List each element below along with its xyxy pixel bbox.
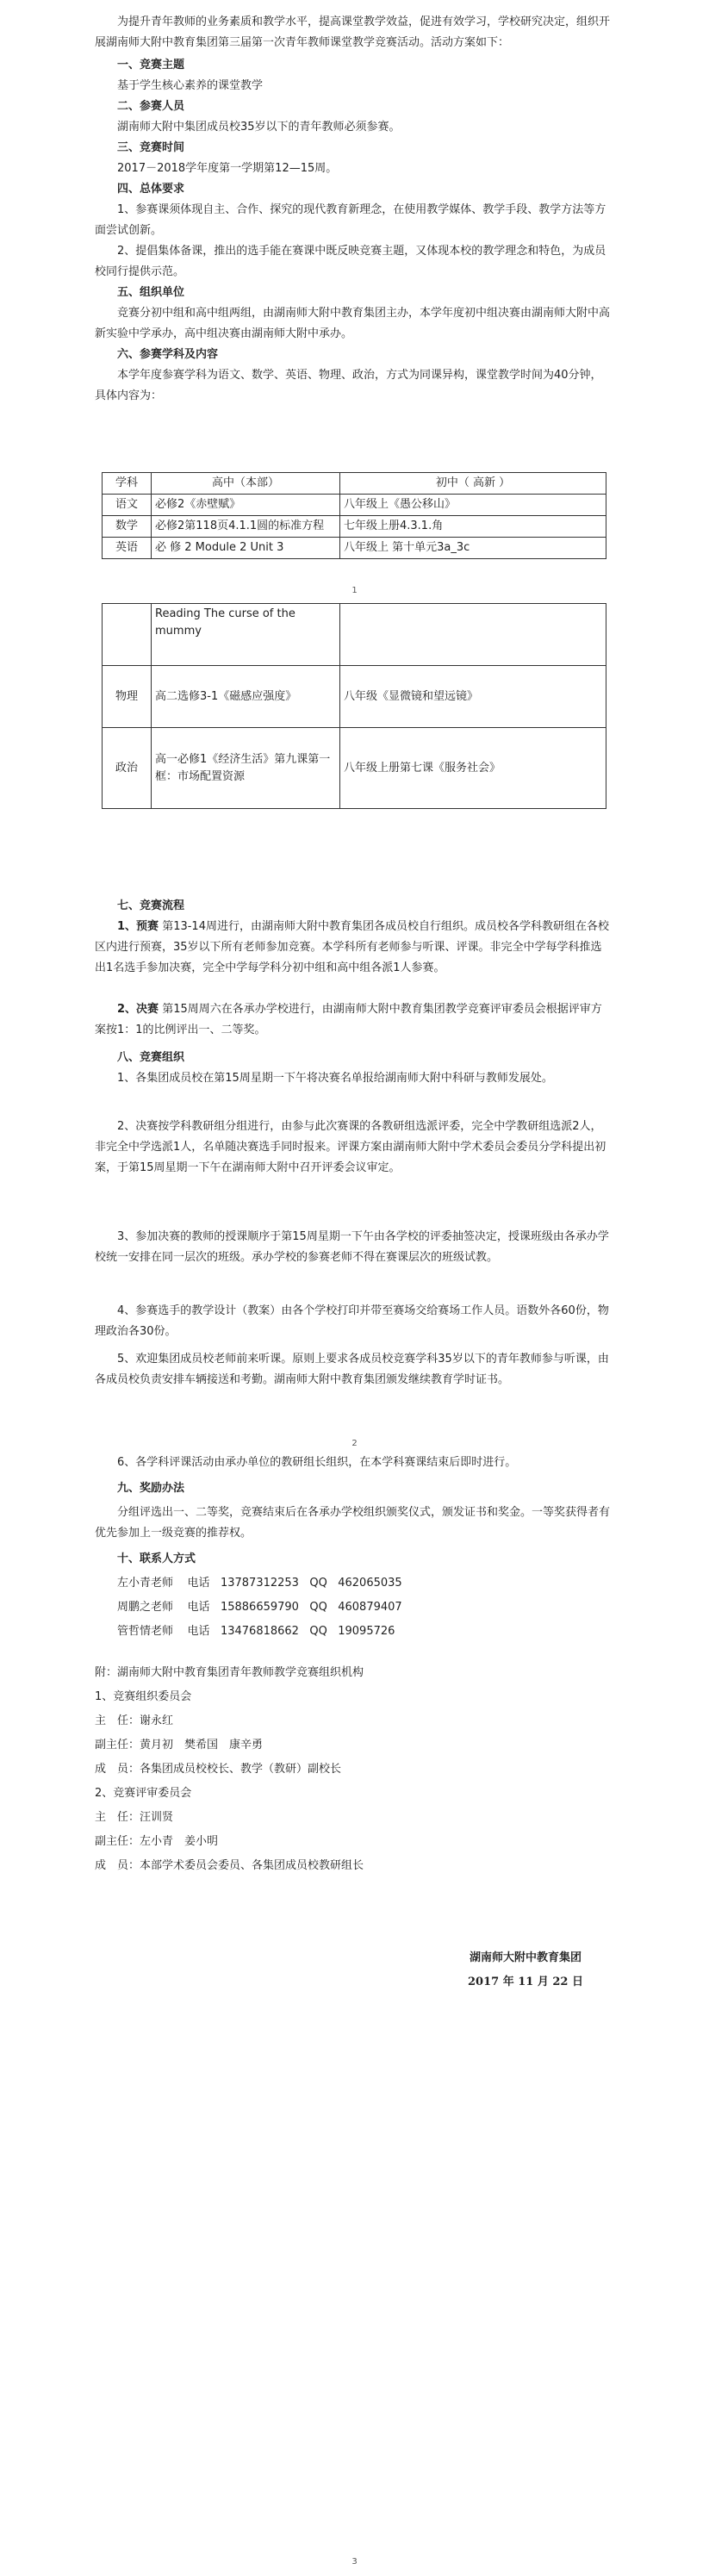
committee-2-line: 主 任：汪训贤	[95, 1811, 174, 1824]
contact-qq-label: QQ	[309, 1625, 327, 1638]
contact-name: 左小青老师	[117, 1577, 174, 1590]
committee-2-line: 成 员：本部学术委员会委员、各集团成员校教研组长	[95, 1859, 364, 1872]
table-cell: 数学	[103, 516, 152, 538]
contact-qq: 19095726	[338, 1625, 395, 1638]
table-cell: 英语	[103, 538, 152, 559]
table-cell: 七年级上册4.3.1.角	[340, 516, 606, 538]
contact-qq: 460879407	[338, 1601, 402, 1614]
section-8-p5: 5、欢迎集团成员校老师前来听课。原则上要求各成员校竞赛学科35岁以下的青年教师参与听课，由各成员校负责安排车辆接送和考勤。湖南师大附中教育集团颁发继续教育学时证书。	[95, 1353, 609, 1386]
section-4-heading: 四、总体要求	[117, 183, 185, 196]
preliminary-label: 1、预赛	[117, 920, 159, 933]
contact-tel-label: 电话	[187, 1625, 210, 1638]
section-8-p2: 2、决赛按学科教研组分组进行，由参与此次赛课的各教研组选派评委，完全中学教研组选派2人，非完全中学选派1人，名单随决赛选手同时报来。评课方案由湖南师大附中学术委员会委员分学科提出初案，于第15周星期一下午在湖南师大附中召开评委会议审定。	[95, 1120, 606, 1174]
table-header-cell: 高中（本部）	[152, 473, 340, 495]
section-8-p6: 6、各学科评课活动由承办单位的教研组长组织，在本学科赛课结束后即时进行。	[117, 1456, 517, 1469]
page-number: 3	[351, 2557, 358, 2567]
table-row	[103, 666, 606, 728]
table-cell	[340, 604, 606, 666]
committee-2-title: 2、竞赛评审委员会	[95, 1787, 192, 1800]
committee-1-line: 主 任：谢永红	[95, 1714, 174, 1727]
final-text: 第15周周六在各承办学校进行，由湖南师大附中教育集团教学竞赛评审委员会根据评审方案按1：1的比例评出一、二等奖。	[95, 1003, 602, 1036]
contact-tel: 15886659790	[220, 1601, 299, 1614]
contact-qq-label: QQ	[309, 1577, 327, 1590]
table-cell: 物理	[103, 666, 152, 728]
subject-table-part2	[102, 603, 606, 809]
table-row	[103, 495, 606, 516]
table-cell: 八年级上 第十单元3a_3c	[340, 538, 606, 559]
section-5-heading: 五、组织单位	[117, 286, 185, 299]
table-row	[103, 604, 606, 666]
preliminary-text: 第13-14周进行，由湖南师大附中教育集团各成员校自行组织。成员校各学科教研组在各校区内进行预赛，35岁以下所有老师参加竞赛。本学科所有老师参与听课、评课。非完全中学每学科推选出1名选手参加决赛，完全中学每学科分初中组和高中组各派1人参赛。	[95, 920, 609, 974]
appendix-title: 附：湖南师大附中教育集团青年教师教学竞赛组织机构	[95, 1666, 364, 1679]
contact-qq-label: QQ	[309, 1601, 327, 1614]
table-header-row	[103, 473, 606, 495]
section-9-heading: 九、奖励办法	[117, 1482, 185, 1495]
committee-2-line: 副主任：左小青 姜小明	[95, 1835, 219, 1848]
table-cell: 八年级上册第七课《服务社会》	[340, 728, 606, 809]
signature-date: 2017 年 11 月 22 日	[468, 1976, 583, 1988]
table-cell: Reading The curse of the mummy	[152, 604, 340, 666]
page-number: 1	[351, 586, 358, 595]
final-label: 2、决赛	[117, 1003, 159, 1016]
section-8-p3: 3、参加决赛的教师的授课顺序于第15周星期一下午由各学校的评委抽签决定，授课班级由各承办学校统一安排在同一层次的班级。承办学校的参赛老师不得在赛课层次的班级试教。	[95, 1230, 609, 1264]
table-cell: 政治	[103, 728, 152, 809]
section-8-p1: 1、各集团成员校在第15周星期一下午将决赛名单报给湖南师大附中科研与教师发展处。	[117, 1072, 553, 1085]
table-cell: 必 修 2 Module 2 Unit 3	[152, 538, 340, 559]
table-cell	[103, 604, 152, 666]
committee-1-line: 成 员：各集团成员校校长、教学（教研）副校长	[95, 1763, 342, 1776]
table-row	[103, 728, 606, 809]
table-cell: 必修2第118页4.1.1圆的标准方程	[152, 516, 340, 538]
table-cell: 必修2《赤壁赋》	[152, 495, 340, 516]
section-5-text: 竞赛分初中组和高中组两组，由湖南师大附中教育集团主办，本学年度初中组决赛由湖南师大附中高新实验中学承办，高中组决赛由湖南师大附中承办。	[95, 307, 611, 340]
table-header-cell: 初中（ 高新 ）	[340, 473, 606, 495]
section-9-text: 分组评选出一、二等奖，竞赛结束后在各承办学校组织颁奖仪式，颁发证书和奖金。一等奖获得者有优先参加上一级竞赛的推荐权。	[95, 1506, 611, 1540]
intro-paragraph: 为提升青年教师的业务素质和教学水平，提高课堂教学效益，促进有效学习，学校研究决定，组织开展湖南师大附中教育集团第三届第一次青年教师课堂教学竞赛活动。活动方案如下：	[95, 16, 611, 49]
subject-table-part1	[102, 472, 606, 559]
section-2-heading: 二、参赛人员	[117, 100, 185, 113]
table-cell: 高二选修3-1《磁感应强度》	[152, 666, 340, 728]
contact-row	[95, 1621, 612, 1642]
contact-name: 管哲情老师	[117, 1625, 174, 1638]
contact-row	[95, 1573, 612, 1594]
contact-tel: 13476818662	[220, 1625, 299, 1638]
page-number: 2	[351, 1439, 358, 1448]
table-cell: 八年级《显微镜和望远镜》	[340, 666, 606, 728]
contact-row	[95, 1597, 612, 1618]
section-8-p4: 4、参赛选手的教学设计（教案）由各个学校打印并带至赛场交给赛场工作人员。语数外各60份，物理政治各30份。	[95, 1304, 609, 1338]
section-2-text: 湖南师大附中集团成员校35岁以下的青年教师必须参赛。	[117, 121, 401, 134]
contact-tel-label: 电话	[187, 1601, 210, 1614]
section-7-heading: 七、竞赛流程	[117, 899, 185, 912]
section-6-heading: 六、参赛学科及内容	[117, 348, 219, 361]
section-4-p2: 2、提倡集体备课，推出的选手能在赛课中既反映竞赛主题，又体现本校的教学理念和特色，为成员校同行提供示范。	[95, 245, 606, 278]
section-7-p2	[95, 999, 612, 1041]
contact-tel-label: 电话	[187, 1577, 210, 1590]
signature-org: 湖南师大附中教育集团	[469, 1951, 582, 1964]
section-3-heading: 三、竞赛时间	[117, 141, 185, 154]
table-cell: 高一必修1《经济生活》第九课第一框：市场配置资源	[152, 728, 340, 809]
section-7-p1	[95, 917, 612, 979]
table-cell: 语文	[103, 495, 152, 516]
table-header-cell: 学科	[103, 473, 152, 495]
section-10-heading: 十、联系人方式	[117, 1552, 196, 1565]
committee-1-line: 副主任：黄月初 樊希国 康辛勇	[95, 1739, 264, 1752]
section-4-p1: 1、参赛课须体现自主、合作、探究的现代教育新理念，在使用教学媒体、教学手段、教学方法等方面尝试创新。	[95, 203, 606, 237]
section-1-heading: 一、竞赛主题	[117, 59, 185, 72]
section-1-text: 基于学生核心素养的课堂教学	[117, 79, 264, 92]
contact-tel: 13787312253	[220, 1577, 299, 1590]
table-cell: 八年级上《愚公移山》	[340, 495, 606, 516]
table-row	[103, 516, 606, 538]
committee-1-title: 1、竞赛组织委员会	[95, 1690, 192, 1703]
contact-qq: 462065035	[338, 1577, 402, 1590]
table-row	[103, 538, 606, 559]
section-3-text: 2017－2018学年度第一学期第12—15周。	[117, 162, 338, 175]
section-8-heading: 八、竞赛组织	[117, 1051, 185, 1064]
section-6-text: 本学年度参赛学科为语文、数学、英语、物理、政治，方式为同课异构，课堂教学时间为40分钟，具体内容为：	[95, 369, 602, 402]
contact-name: 周鹏之老师	[117, 1601, 174, 1614]
